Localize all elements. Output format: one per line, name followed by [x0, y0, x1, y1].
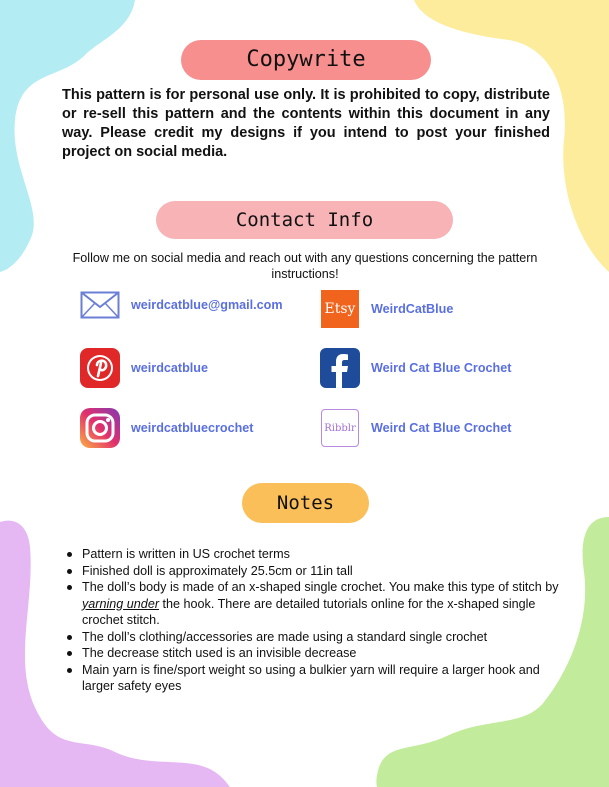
ribblr-label[interactable]: Weird Cat Blue Crochet [371, 421, 512, 435]
list-item: The decrease stitch used is an invisible decrease [82, 645, 574, 662]
note-text: the hook. There are detailed tutorials online for the x-shaped single crochet stitch. [82, 596, 536, 627]
copywrite-text: This pattern is for personal use only. It is prohibited to copy, distribute or re-sell this pattern and the contents within this document in any way. Please credit my designs if you intend to post your finished project on social media. [62, 87, 550, 160]
instagram-label[interactable]: weirdcatbluecrochet [131, 421, 254, 435]
copywrite-heading [181, 40, 431, 80]
facebook-label[interactable]: Weird Cat Blue Crochet [371, 361, 512, 375]
email-label[interactable]: weirdcatblue@gmail.com [131, 298, 283, 312]
etsy-icon-text: Etsy [324, 301, 356, 317]
etsy-icon [319, 288, 361, 330]
contact-intro: Follow me on social media and reach out with any questions concerning the pattern instructions! [72, 251, 538, 281]
copywrite-title: Copywrite [246, 47, 366, 72]
facebook-icon [319, 347, 361, 389]
contact-heading [156, 201, 453, 239]
pinterest-icon [79, 347, 121, 389]
list-item: Pattern is written in US crochet terms [82, 546, 574, 563]
pinterest-label[interactable]: weirdcatblue [131, 361, 208, 375]
ribblr-icon-text: Ribblr [324, 422, 356, 434]
etsy-label[interactable]: WeirdCatBlue [371, 302, 454, 316]
contact-facebook[interactable] [319, 347, 511, 389]
contact-instagram[interactable] [79, 407, 253, 449]
yarning-under-link[interactable]: yarning under [82, 596, 160, 611]
notes-title: Notes [276, 492, 335, 514]
ribblr-icon [319, 407, 361, 449]
contact-pinterest[interactable] [79, 347, 208, 389]
instagram-icon [79, 407, 121, 449]
notes-list [64, 546, 574, 695]
list-item: Finished doll is approximately 25.5cm or 11in tall [82, 563, 574, 580]
contact-ribblr[interactable] [319, 407, 511, 449]
list-item: Main yarn is fine/sport weight so using a bulkier yarn will require a larger hook and larger safety eyes [82, 662, 574, 695]
list-item [82, 579, 574, 629]
note-text: The doll’s body is made of an x-shaped single crochet. You make this type of stitch by [82, 580, 559, 594]
contact-email[interactable] [79, 284, 283, 326]
contact-etsy[interactable] [319, 288, 453, 330]
notes-heading [242, 483, 369, 523]
envelope-icon [79, 284, 121, 326]
list-item: The doll’s clothing/accessories are made using a standard single crochet [82, 629, 574, 646]
contact-title: Contact Info [235, 209, 374, 231]
